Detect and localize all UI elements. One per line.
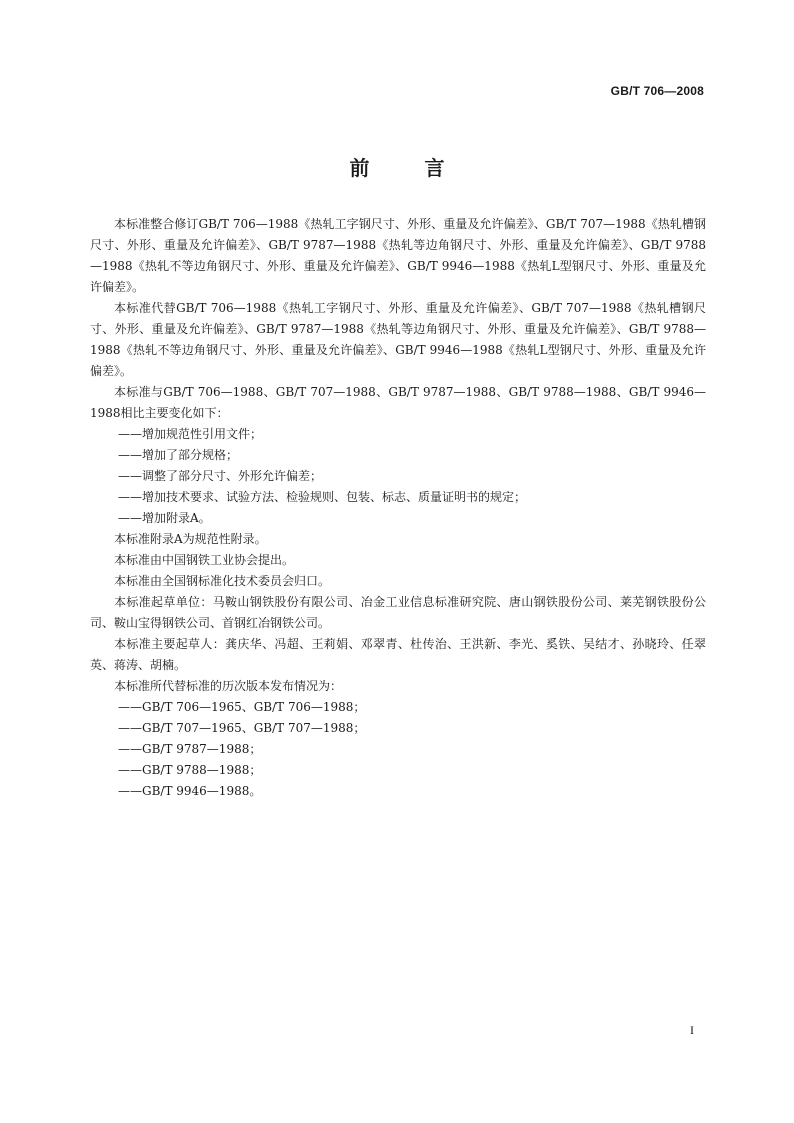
history-item: ——GB/T 706—1965、GB/T 706—1988； [118, 700, 366, 714]
change-item: ——增加附录A。 [118, 511, 211, 525]
standard-code: GB/T 706—2008 [610, 84, 704, 98]
change-item: ——增加技术要求、试验方法、检验规则、包装、标志、质量证明书的规定； [118, 490, 527, 504]
change-item: ——增加规范性引用文件； [118, 427, 263, 441]
history-item: ——GB/T 9787—1988； [118, 742, 262, 756]
foreword-body [90, 214, 706, 802]
note-committee: 本标准由全国钢标准化技术委员会归口。 [114, 574, 331, 588]
paragraph-replacement: 本标准代替GB/T 706—1988《热轧工字钢尺寸、外形、重量及允许偏差》、GB/T 707—1988《热轧槽钢尺寸、外形、重量及允许偏差》、GB/T 9787—1988《热轧等边角钢尺寸、外形、重量及允许偏差》、GB/T 9788—1988《热轧不等边角钢尺寸、外形、重量及允许偏差》、GB/T 9946—1988《热轧L型钢尺寸、外形、重量及允许偏差》。 [90, 301, 706, 378]
page-number: I [690, 1023, 694, 1037]
change-item: ——增加了部分规格； [118, 448, 239, 462]
note-drafters: 本标准主要起草人：龚庆华、冯超、王莉娟、邓翠青、杜传治、王洪新、李光、奚铁、吴结才、孙晓玲、任翠英、蒋涛、胡楠。 [90, 637, 706, 672]
note-drafting-units: 本标准起草单位：马鞍山钢铁股份有限公司、冶金工业信息标准研究院、唐山钢铁股份公司、莱芜钢铁股份公司、鞍山宝得钢铁公司、首钢红冶钢铁公司。 [90, 595, 706, 630]
page-title: 前 言 [349, 156, 469, 180]
history-item: ——GB/T 707—1965、GB/T 707—1988； [118, 721, 366, 735]
note-appendix: 本标准附录A为规范性附录。 [114, 532, 267, 546]
note-proposer: 本标准由中国钢铁工业协会提出。 [114, 553, 295, 567]
paragraph-changes-intro: 本标准与GB/T 706—1988、GB/T 707—1988、GB/T 9787—1988、GB/T 9788—1988、GB/T 9946—1988相比主要变化如下： [90, 385, 706, 420]
change-item: ——调整了部分尺寸、外形允许偏差； [118, 469, 323, 483]
history-item: ——GB/T 9946—1988。 [118, 784, 262, 798]
history-item: ——GB/T 9788—1988； [118, 763, 262, 777]
paragraph-integration: 本标准整合修订GB/T 706—1988《热轧工字钢尺寸、外形、重量及允许偏差》、GB/T 707—1988《热轧槽钢尺寸、外形、重量及允许偏差》、GB/T 9787—1988《热轧等边角钢尺寸、外形、重量及允许偏差》、GB/T 9788—1988《热轧不等边角钢尺寸、外形、重量及允许偏差》、GB/T 9946—1988《热轧L型钢尺寸、外形、重量及允许偏差》。 [90, 217, 706, 294]
note-history-intro: 本标准所代替标准的历次版本发布情况为： [114, 679, 343, 693]
